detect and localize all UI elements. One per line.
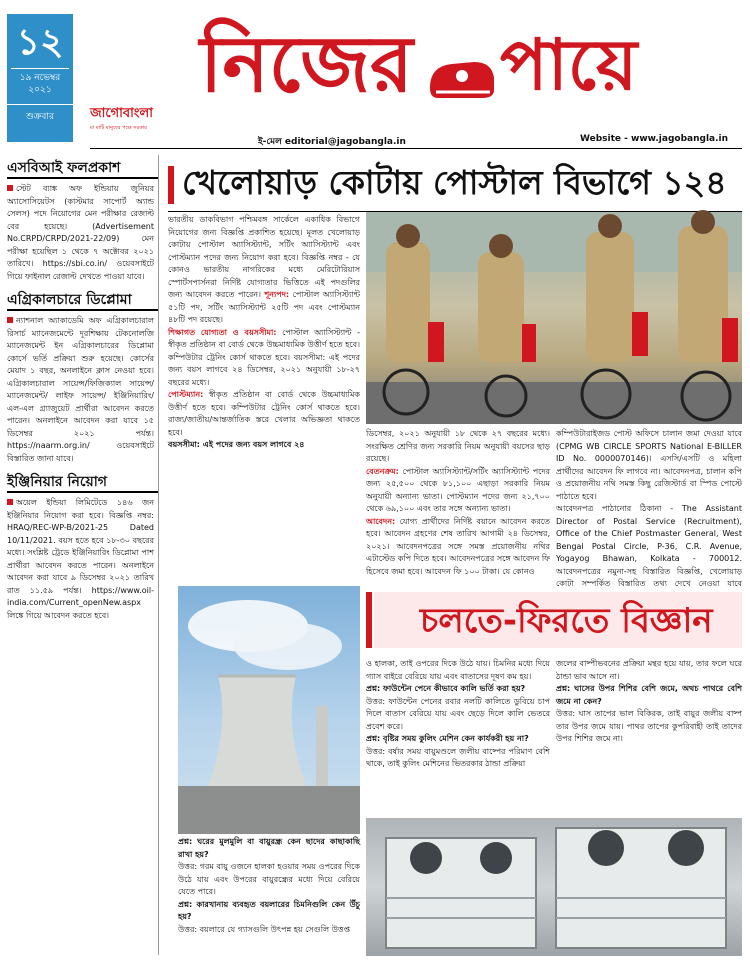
masthead — [200, 20, 638, 128]
article-text: ডিসেম্বর, ২০২১ অনুযায়ী ১৮ থেকে ২৭ বছরের মধ্যে। সংরক্ষিত শ্রেণির জন্য সরকারি নিয়ম অনুযায়ী বয়সের ছাড় রয়েছে। — [366, 429, 550, 463]
science-question: প্রশ্ন: ঘাসের উপর শিশির বেশি জমে, অথচ পাথরে বেশি জমে না কেন? — [556, 684, 742, 706]
sidebar-body: স্টেট ব্যাঙ্ক অফ ইন্ডিয়ায় জুনিয়র অ্যাসোসিয়েটস (কাস্টমার সাপোর্ট অ্যান্ড সেলস) পদে নিয়োগের মেন পরীক্ষার রেজাল্ট বের হয়েছে। (Advertisement No.CRPD/CRPD/2021-22/09) মেন পরীক্ষা হয়েছিল ১ থেকে ৭ অক্টোবর ২০২১ তারিখে। https://sbi.co.in/ ওয়েবসাইটে গিয়ে ফাইনাল রেজাল্ট দেখতে পাওয়া যাবে। — [7, 184, 154, 281]
article-column-1 — [168, 214, 360, 582]
science-question: প্রশ্ন: ফাউন্টেন পেনে কীভাবে কালি ভর্তি করা হয়? — [366, 684, 526, 693]
science-answer: উত্তর: ঘাস তাপের ভাল বিকিরক, তাই বায়ুর জলীয় বাষ্প তার উপর জমে যায়। পাথর তাপের কুপরিবাহী তাই তাদের উপর শিশির জমে না। — [556, 709, 742, 743]
sidebar-heading: এসবিআই ফলপ্রকাশ — [7, 159, 158, 179]
sidebar-text — [7, 315, 158, 465]
article-text: পোস্টাল অ্যাসিস্ট্যান্ট - স্বীকৃত প্রতিষ্ঠান বা বোর্ড থেকে উচ্চমাধ্যমিক উত্তীর্ণ হতে হবে। কম্পিউটার ট্রেনিং কোর্স থাকতে হবে। বয়সসীমা: এই পদের জন্য বয়স লাগবে ২৪ ডিসেম্বর, ২০২১ অনুযায়ী ১৮-২৭ বছরের মধ্যে। — [168, 327, 361, 387]
cooling-tower-illustration — [178, 586, 360, 834]
science-answer: উত্তর: ফাউন্টেন পেনের রবার নলটি কালিতে ডুবিয়ে চাপ দিলে বাতাস বেরিয়ে যায় এবং ছেড়ে দিলে কালি ভেতরে প্রবেশ করে। — [366, 696, 550, 731]
cooling-tower-photo — [178, 586, 360, 834]
sidebar-text — [7, 183, 158, 283]
science-column-2 — [556, 658, 742, 816]
article-text: ভারতীয় ডাকবিভাগ পশ্চিমবঙ্গ সার্কেলে একাধিক বিভাগে নিয়োগের জন্য বিজ্ঞপ্তি প্রকাশিত হয়েছে। মূলত খেলোয়াড় কোটায় পোস্টাল অ্যাসিস্ট্যান্ট, সর্টিং অ্যাসিস্ট্যান্ট এবং পোস্টম্যান পদের জন্য নিয়োগ করা হবে। বিজ্ঞপ্তি নম্বর - যে কোনও ভারতীয় নাগরিকের মধ্যে মেরিটোরিয়াস স্পোর্টসপার্সনরা নির্দিষ্ট যোগ্যতার ভিত্তিতে এই পদগুলির জন্য আবেদন করতে পারেন। — [168, 215, 360, 299]
science-column-1 — [366, 658, 550, 816]
page-number: ১২ — [16, 22, 64, 63]
issue-date: ১৯ নভেম্বর ২০২১ — [11, 68, 69, 96]
headline-marker — [168, 166, 174, 204]
article-column-3 — [556, 428, 742, 588]
science-question: প্রশ্ন: বৃষ্টির সময় কুলিং মেশিন কেন কার্যকরী হয় না? — [366, 734, 529, 743]
postmen-cycling-photo — [366, 212, 742, 424]
masthead-left: নিজের — [200, 20, 413, 110]
article-text: স্বীকৃত প্রতিষ্ঠান বা বোর্ড থেকে উচ্চমাধ্যমিক উত্তীর্ণ হতে হবে। কম্পিউটার ট্রেনিং কোর্স থাকতে হবে। রাজ্য/জাতীয়/আন্তর্জাতিক স্তরে খেলার অভিজ্ঞতা থাকতে হবে। — [168, 390, 360, 437]
sidebar-heading: এগ্রিকালচারে ডিপ্লোমা — [7, 291, 158, 311]
article-subhead: পোস্টম্যান: — [168, 390, 204, 399]
cooling-machines-illustration — [366, 818, 742, 956]
publisher-logo — [90, 104, 174, 130]
article-text: যোগ্য প্রার্থীদের নির্দিষ্ট বয়ানে আবেদন করতে হবে। আবেদন গ্রহণের শেষ তারিখ আগামী ২৪ ডিসেম্বর, ২০২১। আবেদনপত্রের সঙ্গে সমস্ত প্রয়োজনীয় নথির এটাস্টেড কপি দিতে হবে। আবেদনপত্রের সঙ্গে আবেদন ফি হিসেবে জমা হবে। আবেদন ফি ১০০ টাকা। যে কোনও — [366, 516, 550, 576]
science-text: জলের বাষ্পীভবনের প্রক্রিয়া মন্থর হয়ে যায়, তার ফলে ঘরে ঠান্ডা ভাব আসে না। — [556, 659, 742, 681]
science-title: চলতে-ফিরতে বিজ্ঞান — [420, 601, 713, 641]
bullet-icon — [7, 317, 13, 323]
date-box — [7, 14, 73, 142]
sidebar-body: ন্যাশনাল অ্যাকাডেমি অফ এগ্রিকালচারাল রিসার্চ ম্যানেজমেন্টে দূরশিক্ষায় টেকনোলজি ম্যানেজমেন্ট ইন এগ্রিকালচারের ডিপ্লোমা কোর্সে ভর্তি প্রক্রিয়া শুরু হয়েছে। কোর্সের মেয়াদ ১ বছর, অনলাইনে ক্লাস নেওয়া হবে। এগ্রিকালচারাল সায়েন্স/ফিজিক্যাল সায়েন্স/ ম্যানেজমেন্ট/ লাইফ সায়েন্স/ ইঞ্জিনিয়ারিং/ এল-এল গ্র্যাজুয়েট প্রার্থীরা আবেদন করতে পারেন। অনলাইনে আবেদন করা যাবে ১৫ ডিসেম্বর ২০২১ পর্যন্ত। https://naarm.org.in/ ওয়েবসাইটে বিস্তারিত জানা যাবে। — [7, 316, 154, 463]
bullet-icon — [7, 185, 13, 191]
main-headline-text: খেলোয়াড় কোটায় পোস্টাল বিভাগে ১২৪ — [182, 163, 727, 202]
article-address: আবেদনপত্র পাঠানোর ঠিকানা - The Assistant Director of Postal Service (Recruitment), Office of the Chief Postmaster General, West Bengal Postal Circle, P-36, C.R. Avenue, Yogayog Bhawan, Kolkata - 700012. আবেদনপত্রের নমুনা-সহ বিস্তারিত বিজ্ঞপ্তি, খেলোয়াড় কোটা সম্পর্কিত বিস্তারিত তথ্য দেখে নেওয়া যাবে — [556, 504, 742, 588]
bullet-icon — [7, 499, 13, 505]
article-subhead: বেতনক্রম: — [366, 466, 399, 476]
article-text: পোস্টাল অ্যাসিস্ট্যান্ট ৫১টি পদ, সর্টিং অ্যাসিস্ট্যান্ট ২৫টি পদ এবং পোস্টম্যান ৪৮টি পদ রয়েছে। — [168, 290, 360, 324]
website-line: Website - www.jagobangla.in — [580, 134, 729, 144]
shoe-icon — [422, 48, 500, 106]
science-answer: উত্তর: বয়লারে যে গ্যাসগুলি উৎপন্ন হয় সেগুলি উত্তপ্ত — [178, 924, 351, 934]
sidebar — [7, 155, 159, 955]
publisher-tagline: মা মাটি মানুষের পক্ষে সরকার — [90, 125, 147, 131]
sidebar-text — [7, 497, 158, 622]
science-question: প্রশ্ন: ঘরের মুলমুলি বা বায়ুরন্ধ্র কেন ছাদের কাছাকাছি রাখা হয়? — [178, 837, 360, 859]
sidebar-heading: ইঞ্জিনিয়ার নিয়োগ — [7, 473, 158, 493]
publisher-brand: জাগোবাংলা — [90, 106, 153, 121]
article-subhead: শিক্ষাগত যোগ্যতা ও বয়সসীমা: — [168, 327, 277, 337]
issue-weekday: শুক্রবার — [7, 104, 73, 124]
science-answer: উত্তর: বর্ষার সময় বায়ুমণ্ডলে জলীয় বাষ্পের পরিমাণ বেশি থাকে, তাই কুলিং মেশিনের ভিতরকার ঠান্ডা প্রক্রিয়া — [366, 746, 550, 768]
science-caption — [178, 836, 360, 956]
email-line: ই-মেল editorial@jagobangla.in — [258, 137, 406, 147]
article-text: কম্পিউটারাইজড পোস্ট অফিসে চালান জমা দেওয়া যাবে (CPMG WB CIRCLE SPORTS National E-BILLER ID No. 0000070146)। এসসি/এসটি ও মহিলা প্রার্থীদের আবেদন ফি লাগবে না। আবেদনপত্র, চালান কপি ও প্রয়োজনীয় নথি সমস্ত কিছু রেজিস্টার্ড বা স্পিড পোস্টে পাঠাতে হবে। — [556, 429, 742, 501]
cooling-machine-photo — [366, 818, 742, 956]
science-answer: উত্তর: গরম বায়ু ওজনে হালকা হওয়ার সময় ওপরের দিকে উঠে যায় এবং উপরের বায়ুরন্ধ্রের মধ্যে দিয়ে বেরিয়ে যেতে পারে। — [178, 862, 360, 896]
main-headline — [168, 156, 740, 210]
science-text: ও হালকা, তাই ওপরের দিকে উঠে যায়। চিমনির মধ্যে দিয়ে গ্যাস বাইরে বেরিয়ে যায় এবং বাতাসের দূষণ কম হয়। — [366, 659, 550, 681]
article-text: পোস্টাল অ্যাসিস্ট্যান্ট/সর্টিং অ্যাসিস্ট্যান্ট পদের জন্য ২৫,৫০০ থেকে ৮১,১০০ এছাড়া সরকারি নিয়ম অনুযায়ী অন্যান্য ভাতা। পোস্টম্যান পদের জন্য ২১,৭০০ থেকে ৬৯,১০০ এবং তার সঙ্গে অন্যান্য ভাতা। — [366, 466, 550, 513]
article-text: বয়সসীমা: এই পদের জন্য বয়স লাগবে ২৪ — [168, 440, 305, 449]
article-subhead: আবেদন: — [366, 516, 396, 526]
article-subhead: শূন্যপদ: — [264, 290, 290, 299]
science-question: প্রশ্ন: কারখানায় ব্যবহৃত বয়লারের চিমনিগুলি কেন উঁচু হয়? — [178, 899, 360, 921]
header-divider — [90, 148, 742, 149]
masthead-right: পায়ে — [500, 24, 638, 106]
cyclists-illustration — [366, 212, 742, 424]
sidebar-body: অয়েল ইন্ডিয়া লিমিটেডে ১৪৬ জন ইঞ্জিনিয়ার নিয়োগ করা হবে। বিজ্ঞপ্তি নম্বর: HRAQ/REC-WP-B/2021-25 Dated 10/11/2021. বয়স হতে হবে ১৮-৩০ বছরের মধ্যে। সংশ্লিষ্ট ট্রেডে ইঞ্জিনিয়ারিং ডিপ্লোমা পাশ প্রার্থীরা আবেদন করতে পারেন। অনলাইনে আবেদন করা যাবে ৯ ডিসেম্বর ২০২১ তারিখ রাত ১১.৫৯ পর্যন্ত। https://www.oil-india.com/Current_openNew.aspx লিঙ্কে গিয়ে আবেদন করতে হবে। — [7, 498, 154, 620]
article-column-2 — [366, 428, 550, 584]
